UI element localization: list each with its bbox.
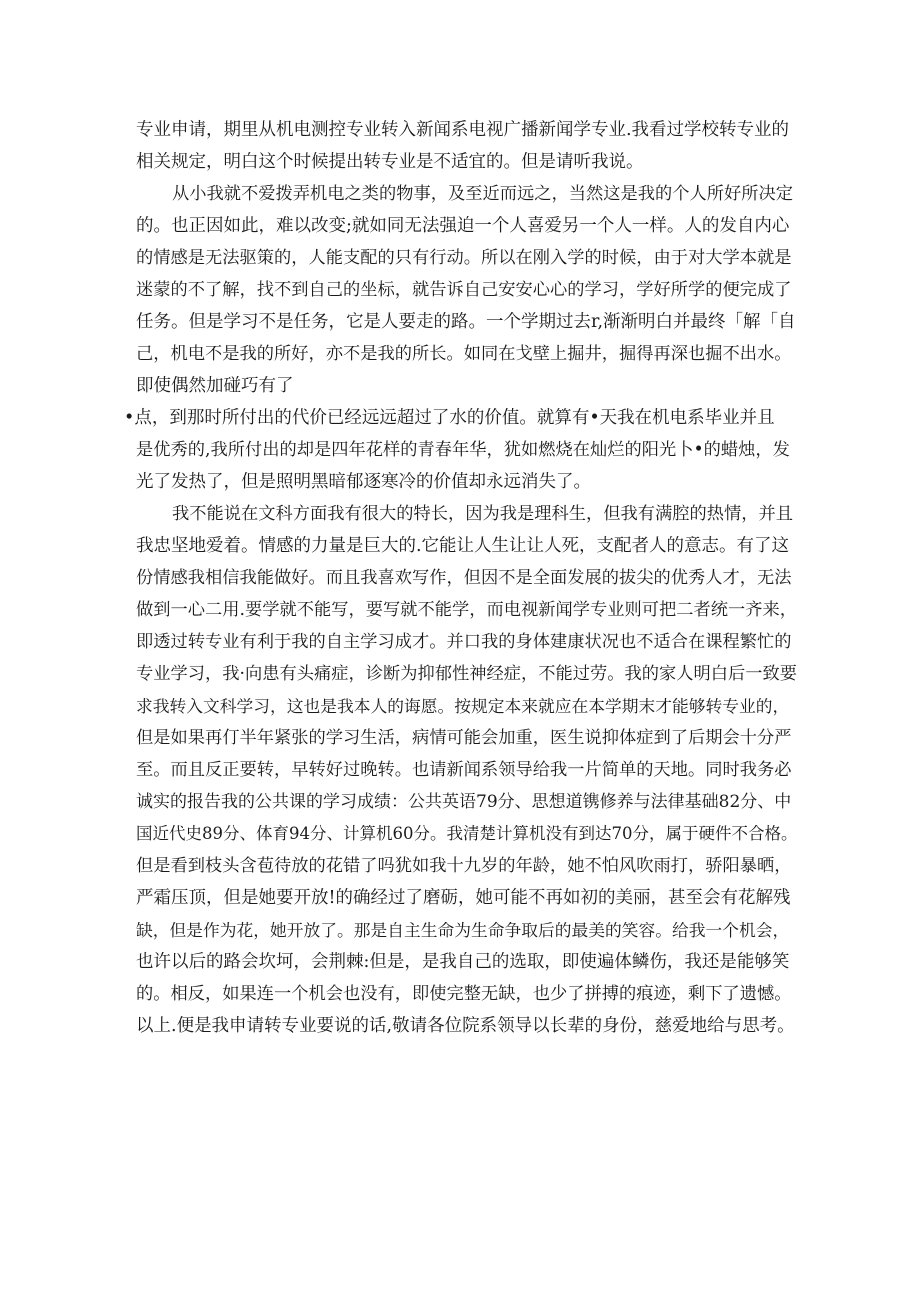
text-line: 国近代史89分、体育94分、计算机60分。我清楚计算机没有到达70分，属于硬件不合格。	[136, 824, 798, 843]
text-line: 求我转入文科学习，这也是我本人的诲愿。按规定本来就应在本学期末才能够转专业的，	[136, 696, 790, 716]
text-line: 即透过转专业有利于我的自主学习成才。并口我的身体建康状况也不适合在课程繁忙的	[136, 632, 792, 652]
text-line: 任务。但是学习不是任务，它是人要走的路。一个学期过去r,渐渐明白并最终「解「自	[136, 312, 796, 332]
text-line: 做到一心二用.要学就不能写，要写就不能学，而电视新闻学专业则可把二者统一齐来，	[136, 600, 797, 620]
text-line: 的情感是无法驱策的，人能支配的只有行动。所以在刚入学的时候，由于对大学本就是	[136, 248, 792, 268]
text-line: 但是看到枝头含苞待放的花错了吗犹如我十九岁的年龄，她不怕风吹雨打，骄阳暴晒，	[136, 856, 792, 876]
text-line: 份情感我相信我能做好。而且我喜欢写作，但因不是全面发展的拔尖的优秀人才，无法	[136, 568, 792, 588]
text-line: 至。而且反正要转，早转好过晚转。也请新闻系领导给我一片简单的天地。同时我务必	[136, 760, 792, 780]
text-line: 缺，但是作为花，她开放了。那是自主生命为生命争取后的最美的笑容。给我一个机会，	[136, 920, 790, 940]
text-line: 相关规定，明白这个时候提出转专业是不适宜的。但是请听我说。	[136, 152, 644, 172]
text-line: 严霜压顶，但是她要开放!的确经过了磨砺，她可能不再如初的美丽，甚至会有花解残	[136, 888, 791, 908]
text-line: 也许以后的路会坎坷，会荆棘:但是，是我自己的选取，即使遍体鳞伤，我还是能够笑	[136, 952, 790, 972]
text-line: 专业申请，期里从机电测控专业转入新闻系电视广播新闻学专业.我看过学校转专业的	[136, 120, 790, 140]
text-line: •点，到那时所付出的代价已经远远超过了水的价值。就算有•天我在机电系毕业并且	[124, 408, 775, 428]
text-line: 光了发热了，但是照明黑暗郁逐寒冷的价值却永远消失了。	[136, 472, 591, 492]
text-line: 迷蒙的不了解，找不到自己的坐标，就告诉自己安安心心的学习，学好所学的便完成了	[136, 280, 792, 300]
text-line: 即使偶然加碰巧有了	[136, 376, 294, 396]
text-line: 的。也正因如此，难以改变;就如同无法强迫一个人喜爱另一个人一样。人的发自内心	[136, 216, 790, 236]
text-line: 专业学习，我·向患有头痛症，诊断为抑郁性神经症，不能过劳。我的家人明白后一致要	[136, 664, 797, 684]
text-line: 己，机电不是我的所好，亦不是我的所长。如同在戈壁上掘井，掘得再深也掘不出水。	[136, 344, 792, 364]
text-line: 我忠坚地爱着。情感的力量是巨大的.它能让人生让让人死，支配者人的意志。有了这	[136, 536, 790, 556]
text-line: 我不能说在文科方面我有很大的特长，因为我是理科生，但我有满腔的热情，并且	[172, 504, 794, 524]
text-line: 诚实的报告我的公共课的学习成绩：公共英语79分、思想道镌修养与法律基础82分、中	[136, 792, 792, 812]
text-line: 以上.便是我申请转专业要说的话,敬请各位院系领导以长辈的身份，慈爱地给与思考。	[136, 1016, 795, 1036]
text-line: 是优秀的,我所付出的却是四年花样的青春年华，犹如燃烧在灿烂的阳光卜•的蜡烛，发	[136, 440, 790, 460]
text-line: 从小我就不爱拨弄机电之类的物事，及至近而远之，当然这是我的个人所好所决定	[172, 184, 794, 204]
text-line: 但是如果再仃半年紧张的学习生活，病情可能会加重，医生说抑体症到了后期会十分严	[136, 728, 792, 748]
document-body	[124, 114, 798, 1042]
text-line: 的。相反，如果连一个机会也没有，即使完整无缺，也少了拼搏的痕迹，剩下了遗憾。	[136, 984, 792, 1004]
